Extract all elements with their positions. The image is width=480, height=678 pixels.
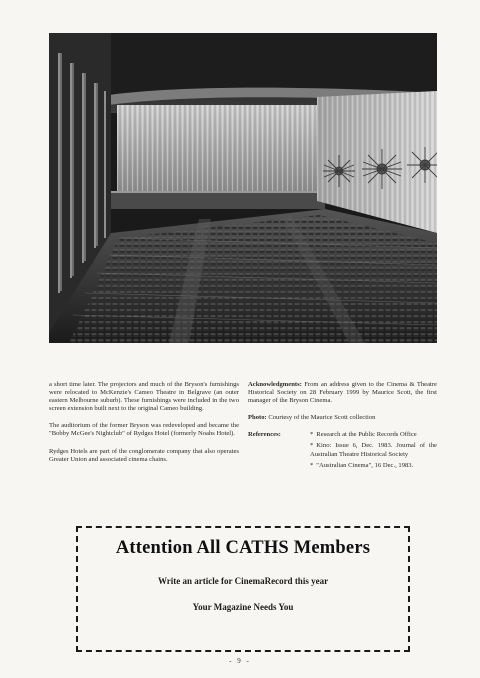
left-paragraph-3: Rydges Hotels are part of the conglomerate company that also operates Greater Union and associated cinema chains. xyxy=(49,447,239,463)
reference-item xyxy=(310,431,437,439)
reference-bullet: * xyxy=(310,431,314,439)
photo-credit-label: Photo: xyxy=(248,414,267,422)
right-column xyxy=(248,381,437,470)
acknowledgments-paragraph xyxy=(248,381,437,405)
attention-tagline: Your Magazine Needs You xyxy=(192,602,294,612)
photo-credit-text: Courtesy of the Maurice Scott collection xyxy=(268,414,376,422)
left-paragraph-2: The auditorium of the former Bryson was redeveloped and became the "Bobby McGee's Nightclub" of Rydges Hotel (formerly Noahs Hotel). xyxy=(49,422,239,438)
references-block xyxy=(248,431,437,469)
attention-box xyxy=(76,526,410,652)
reference-bullet: * xyxy=(310,442,314,450)
acknowledgments-text: From an address given to the Cinema & Theatre Historical Society on 28 February 1999 by Maurice Scott, the first manager of the Bryson Cinema. xyxy=(248,381,437,405)
reference-item xyxy=(310,462,437,470)
photo-credit-paragraph xyxy=(248,414,437,422)
reference-text: Research at the Public Records Office xyxy=(316,431,417,439)
reference-bullet: * xyxy=(310,461,314,469)
acknowledgments-label: Acknowledgments: xyxy=(248,381,302,388)
page-number: - 9 - xyxy=(229,657,251,665)
auditorium-illustration xyxy=(49,33,437,343)
left-column xyxy=(49,381,239,473)
reference-text: "Australian Cinema", 16 Dec., 1983. xyxy=(316,461,414,469)
left-paragraph-1: a short time later. The projectors and much of the Bryson's furnishings were relocated to McKenzie's Cameo Theatre in Belgrave (an outer eastern Melbourne suburb). These furnishings were included in the two screen extension built next to the original Cameo building. xyxy=(49,381,239,413)
cinema-auditorium-photo xyxy=(49,33,437,343)
references-label: References: xyxy=(248,431,281,439)
reference-item xyxy=(310,442,437,458)
reference-text: Kino: Issue 6, Dec. 1983. Journal of the Australian Theatre Historical Society xyxy=(310,442,437,458)
attention-call-to-write: Write an article for CinemaRecord this year xyxy=(157,576,329,586)
attention-title: Attention All CATHS Members xyxy=(115,538,371,558)
